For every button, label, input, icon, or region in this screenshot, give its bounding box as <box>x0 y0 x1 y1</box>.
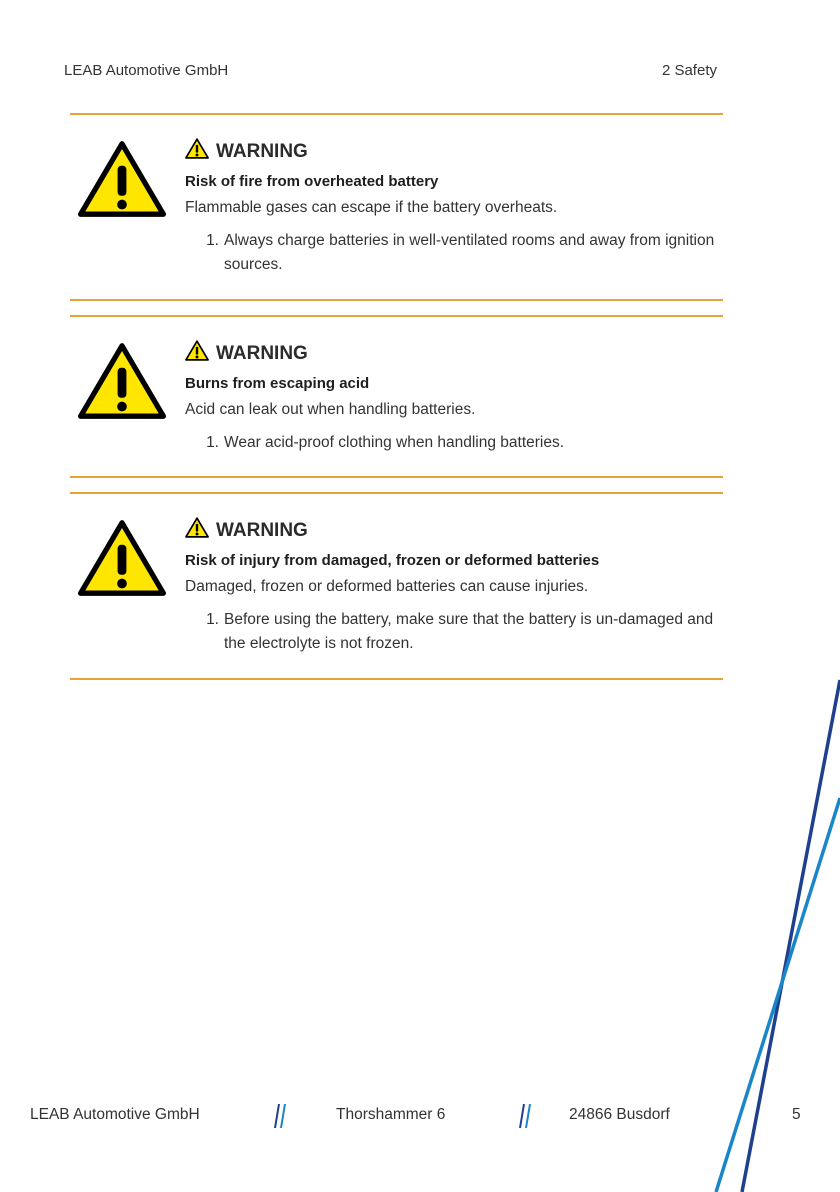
warning-description: Flammable gases can escape if the battery overheats. <box>185 199 558 216</box>
step-number: 1. <box>206 232 219 249</box>
header-section: 2 Safety <box>661 62 717 79</box>
warning-description: Damaged, frozen or deformed batteries can cause injuries. <box>185 578 589 595</box>
warning-title: Risk of injury from damaged, frozen or deformed batteries <box>185 552 600 569</box>
warning-signal-word: WARNING <box>216 141 308 162</box>
step-number: 1. <box>206 434 219 451</box>
warning-description: Acid can leak out when handling batteries. <box>185 401 476 418</box>
warning-signal-word: WARNING <box>216 520 308 541</box>
footer-separator-icon <box>518 1103 532 1129</box>
step-number: 1. <box>206 611 219 628</box>
step-text: Wear acid-proof clothing when handling batteries. <box>224 434 565 451</box>
header-company: LEAB Automotive GmbH <box>64 62 229 79</box>
warning-title: Risk of fire from overheated battery <box>185 173 439 190</box>
page-number: 5 <box>792 1106 801 1123</box>
step-text: Before using the battery, make sure that the battery is un-damaged and the electrolyte is not frozen. <box>224 611 714 652</box>
footer-street: Thorshammer 6 <box>336 1106 446 1123</box>
footer-city: 24866 Busdorf <box>569 1106 670 1123</box>
footer-company: LEAB Automotive GmbH <box>30 1106 200 1123</box>
warning-title: Burns from escaping acid <box>185 375 370 392</box>
warning-signal-word: WARNING <box>216 343 308 364</box>
footer-separator-icon <box>273 1103 287 1129</box>
step-text: Always charge batteries in well-ventilated rooms and away from ignition sources. <box>224 232 715 273</box>
